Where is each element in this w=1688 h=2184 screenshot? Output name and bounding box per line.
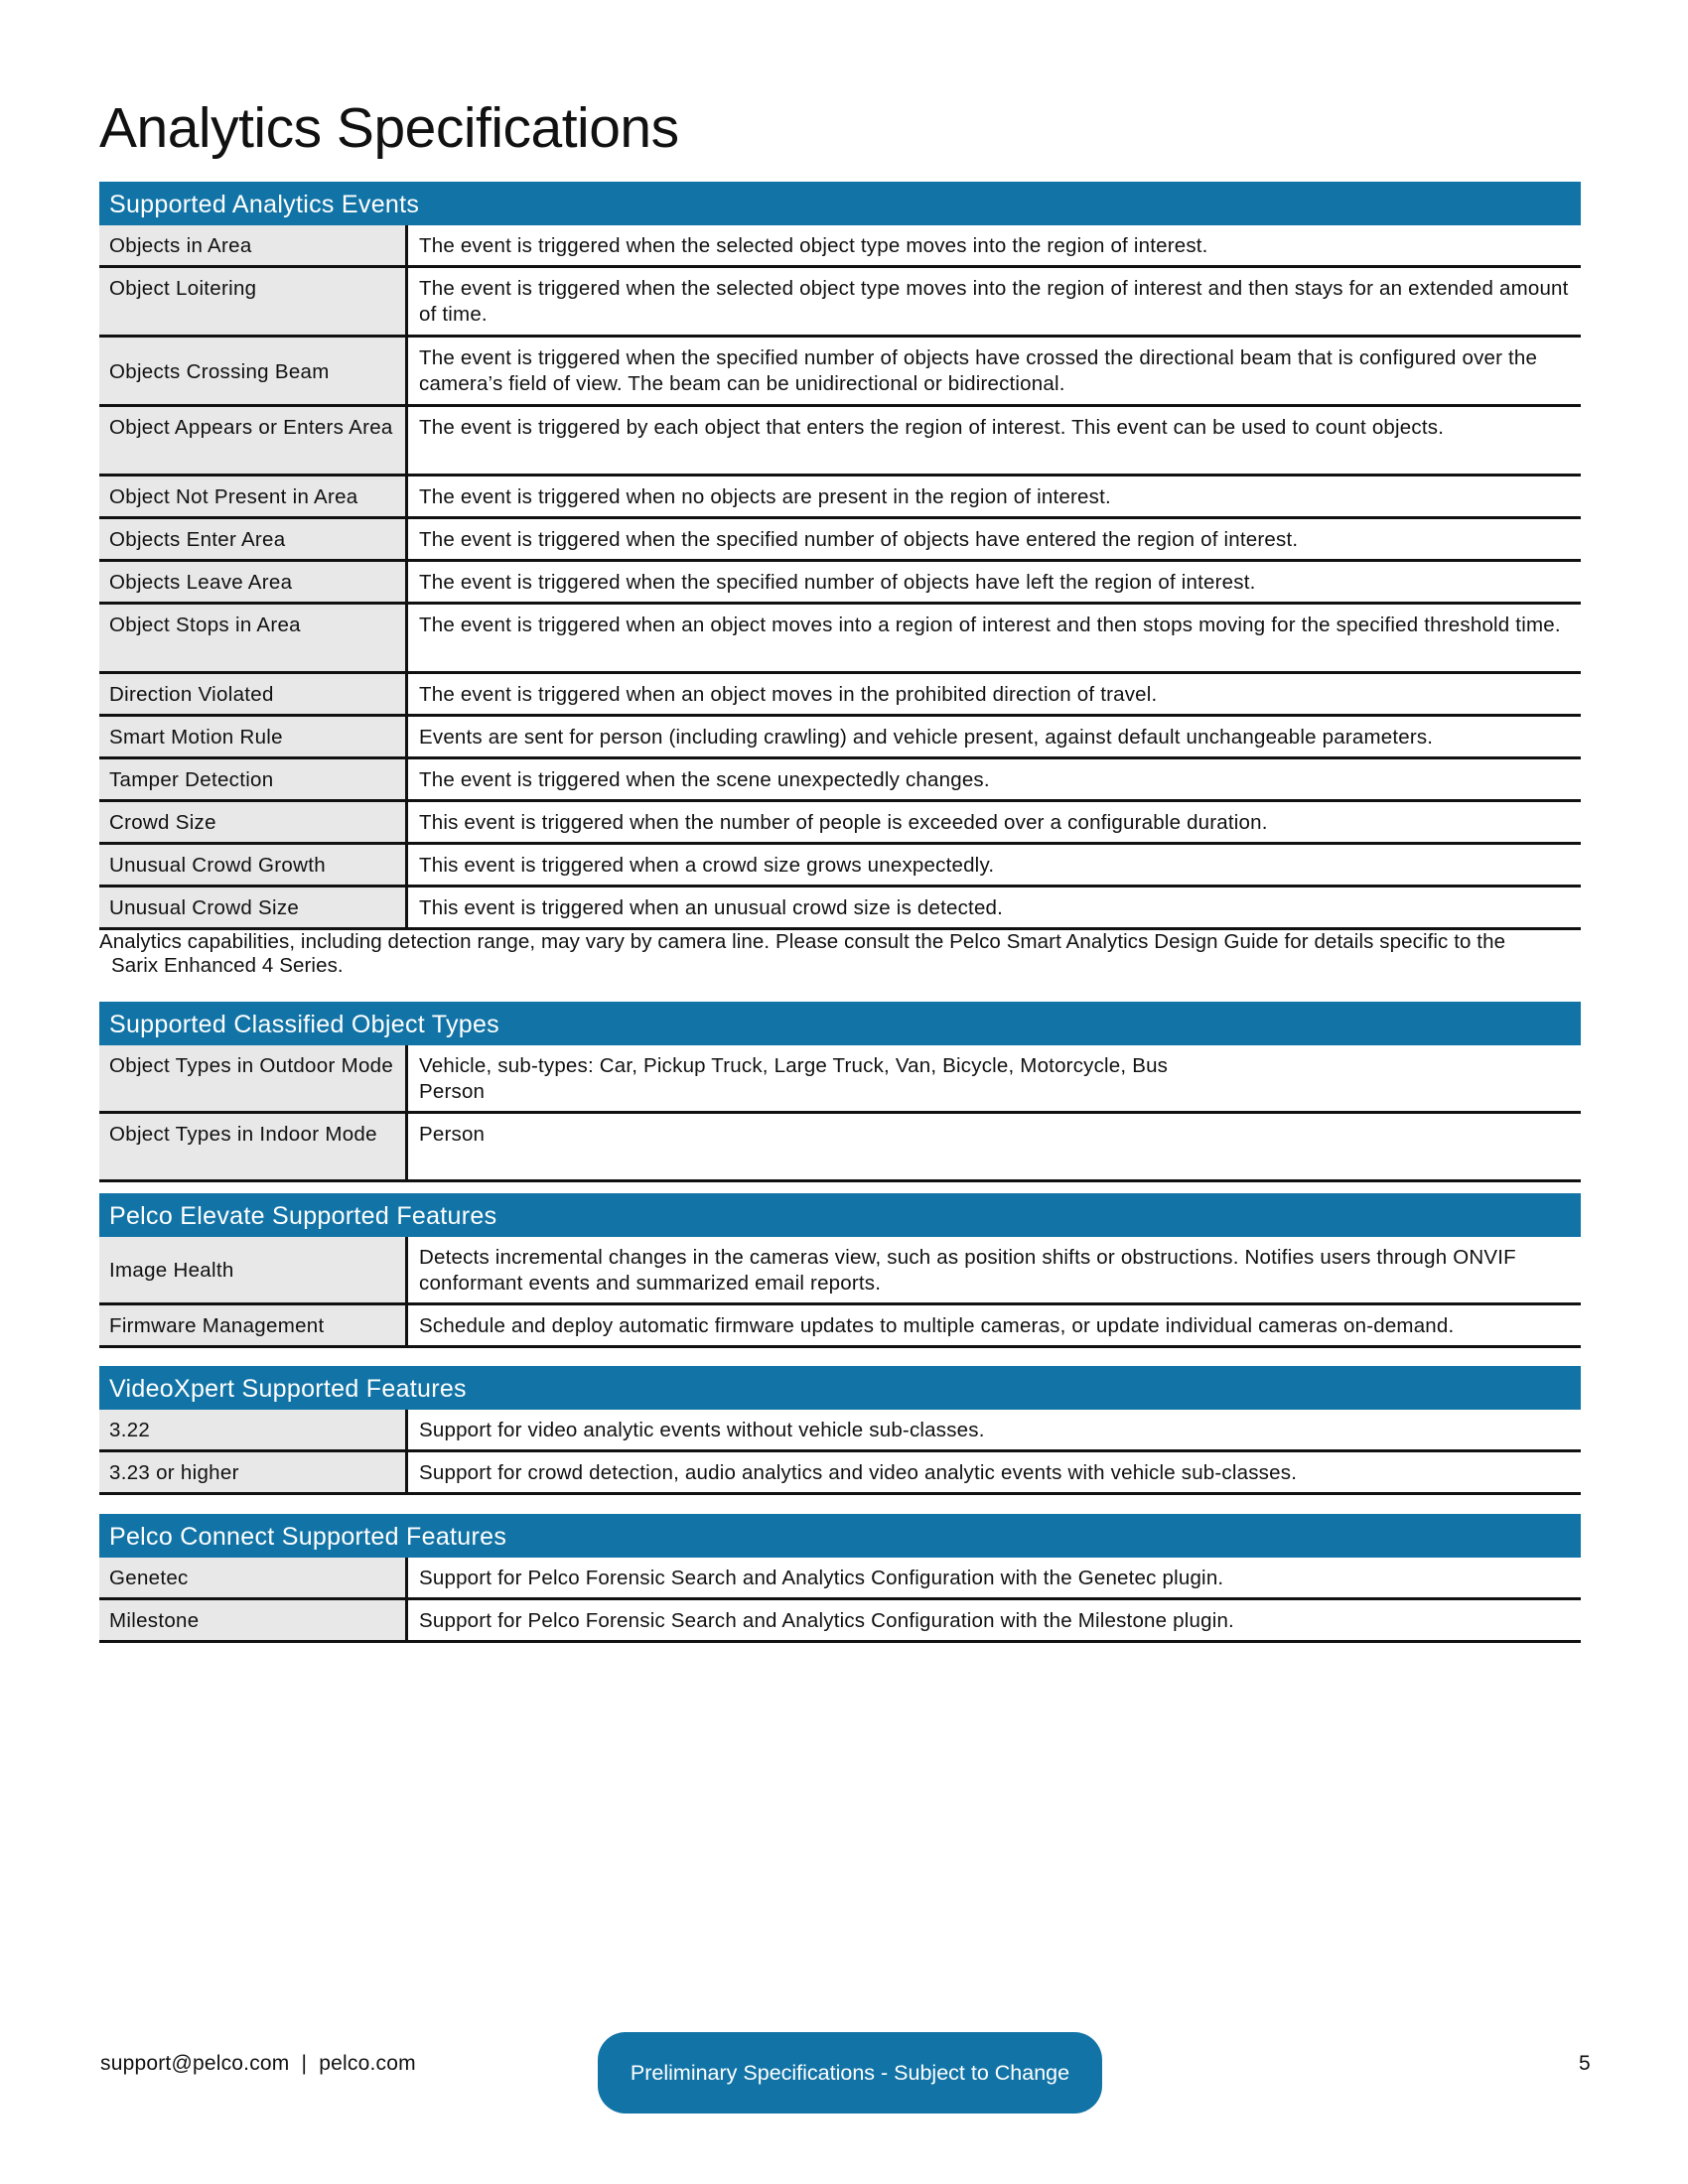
row-label: Object Types in Indoor Mode <box>99 1114 408 1179</box>
analytics-footnote <box>99 930 1581 978</box>
row-label: Tamper Detection <box>99 759 408 799</box>
table-row <box>99 338 1581 407</box>
table-row <box>99 225 1581 268</box>
table-row <box>99 1114 1581 1182</box>
page-title: Analytics Specifications <box>99 96 679 160</box>
table-row <box>99 1305 1581 1348</box>
row-label: Object Stops in Area <box>99 605 408 671</box>
row-label: Unusual Crowd Growth <box>99 845 408 885</box>
row-value: The event is triggered when the scene unexpectedly changes. <box>419 768 990 791</box>
row-label: 3.23 or higher <box>99 1452 408 1492</box>
row-label: Objects Enter Area <box>99 519 408 559</box>
row-label: Smart Motion Rule <box>99 717 408 756</box>
row-label: Object Types in Outdoor Mode <box>99 1045 408 1111</box>
row-value: Schedule and deploy automatic firmware updates to multiple cameras, or update individual cameras on-demand. <box>419 1314 1455 1337</box>
row-value: The event is triggered when an object moves into a region of interest and then stops moving for the specified threshold time. <box>419 614 1561 636</box>
footnote-line-2: Sarix Enhanced 4 Series. <box>111 954 344 977</box>
row-value: The event is triggered when no objects are present in the region of interest. <box>419 485 1111 508</box>
row-label: Image Health <box>99 1237 408 1302</box>
connect-features-table <box>99 1514 1581 1643</box>
row-value: The event is triggered when the specified number of objects have left the region of interest. <box>419 571 1256 594</box>
row-label: Objects Crossing Beam <box>99 338 408 404</box>
row-value: Support for crowd detection, audio analytics and video analytic events with vehicle sub-classes. <box>419 1461 1298 1484</box>
elevate-header: Pelco Elevate Supported Features <box>99 1193 1581 1237</box>
row-value: Detects incremental changes in the cameras view, such as position shifts or obstructions. Notifies users through ONVIF conformant events and summarized email reports. <box>419 1246 1516 1295</box>
row-label: Objects in Area <box>99 225 408 265</box>
table-row <box>99 268 1581 338</box>
row-value: The event is triggered when the selected object type moves into the region of interest and then stays for an extended amount of time. <box>419 277 1569 326</box>
preliminary-banner-text: Preliminary Specifications - Subject to Change <box>630 2060 1070 2085</box>
table-row <box>99 1558 1581 1600</box>
videoxpert-header: VideoXpert Supported Features <box>99 1366 1581 1410</box>
table-row <box>99 845 1581 887</box>
table-row <box>99 519 1581 562</box>
row-value: This event is triggered when a crowd size grows unexpectedly. <box>419 854 995 877</box>
row-value: Person <box>419 1123 486 1146</box>
row-label: Objects Leave Area <box>99 562 408 602</box>
row-label: Object Appears or Enters Area <box>99 407 408 474</box>
analytics-events-header: Supported Analytics Events <box>99 182 1581 225</box>
row-label: Unusual Crowd Size <box>99 887 408 927</box>
footnote-line-1: Analytics capabilities, including detection range, may vary by camera line. Please consult the Pelco Smart Analytics Design Guide for details specific to the <box>99 930 1506 953</box>
table-row <box>99 1600 1581 1643</box>
table-row <box>99 1410 1581 1452</box>
table-row <box>99 802 1581 845</box>
row-label: Crowd Size <box>99 802 408 842</box>
table-row <box>99 674 1581 717</box>
footer-contact[interactable]: support@pelco.com | pelco.com <box>100 2052 416 2075</box>
row-value: Vehicle, sub-types: Car, Pickup Truck, Large Truck, Van, Bicycle, Motorcycle, Bus Person <box>419 1054 1169 1103</box>
videoxpert-features-table <box>99 1366 1581 1495</box>
table-row <box>99 1045 1581 1114</box>
row-value: The event is triggered by each object that enters the region of interest. This event can be used to count objects. <box>419 416 1445 439</box>
row-label: Milestone <box>99 1600 408 1640</box>
row-label: Genetec <box>99 1558 408 1597</box>
connect-header: Pelco Connect Supported Features <box>99 1514 1581 1558</box>
row-value: The event is triggered when the specified number of objects have entered the region of interest. <box>419 528 1299 551</box>
row-value: Events are sent for person (including crawling) and vehicle present, against default unchangeable parameters. <box>419 726 1434 749</box>
table-row <box>99 407 1581 477</box>
table-row <box>99 1237 1581 1305</box>
elevate-features-table <box>99 1193 1581 1348</box>
row-value: Support for video analytic events without vehicle sub-classes. <box>419 1419 985 1441</box>
row-value: The event is triggered when an object moves in the prohibited direction of travel. <box>419 683 1158 706</box>
object-types-table <box>99 1002 1581 1182</box>
row-value: Support for Pelco Forensic Search and Analytics Configuration with the Milestone plugin. <box>419 1609 1234 1632</box>
table-row <box>99 562 1581 605</box>
table-row <box>99 887 1581 930</box>
row-value: The event is triggered when the selected object type moves into the region of interest. <box>419 234 1208 257</box>
row-label: Direction Violated <box>99 674 408 714</box>
table-row <box>99 717 1581 759</box>
row-value: The event is triggered when the specified number of objects have crossed the directional beam that is configured over the camera’s field of view. The beam can be unidirectional or bidirectional. <box>419 346 1538 395</box>
row-value: This event is triggered when the number of people is exceeded over a configurable duration. <box>419 811 1268 834</box>
preliminary-banner <box>598 2032 1102 2114</box>
object-types-header: Supported Classified Object Types <box>99 1002 1581 1045</box>
row-label: Object Not Present in Area <box>99 477 408 516</box>
table-row <box>99 1452 1581 1495</box>
row-value: This event is triggered when an unusual crowd size is detected. <box>419 896 1004 919</box>
analytics-events-table <box>99 182 1581 978</box>
row-label: 3.22 <box>99 1410 408 1449</box>
row-label: Object Loitering <box>99 268 408 335</box>
table-row <box>99 477 1581 519</box>
row-value: Support for Pelco Forensic Search and Analytics Configuration with the Genetec plugin. <box>419 1567 1224 1589</box>
page-number: 5 <box>1579 2052 1591 2075</box>
table-row <box>99 605 1581 674</box>
table-row <box>99 759 1581 802</box>
row-label: Firmware Management <box>99 1305 408 1345</box>
